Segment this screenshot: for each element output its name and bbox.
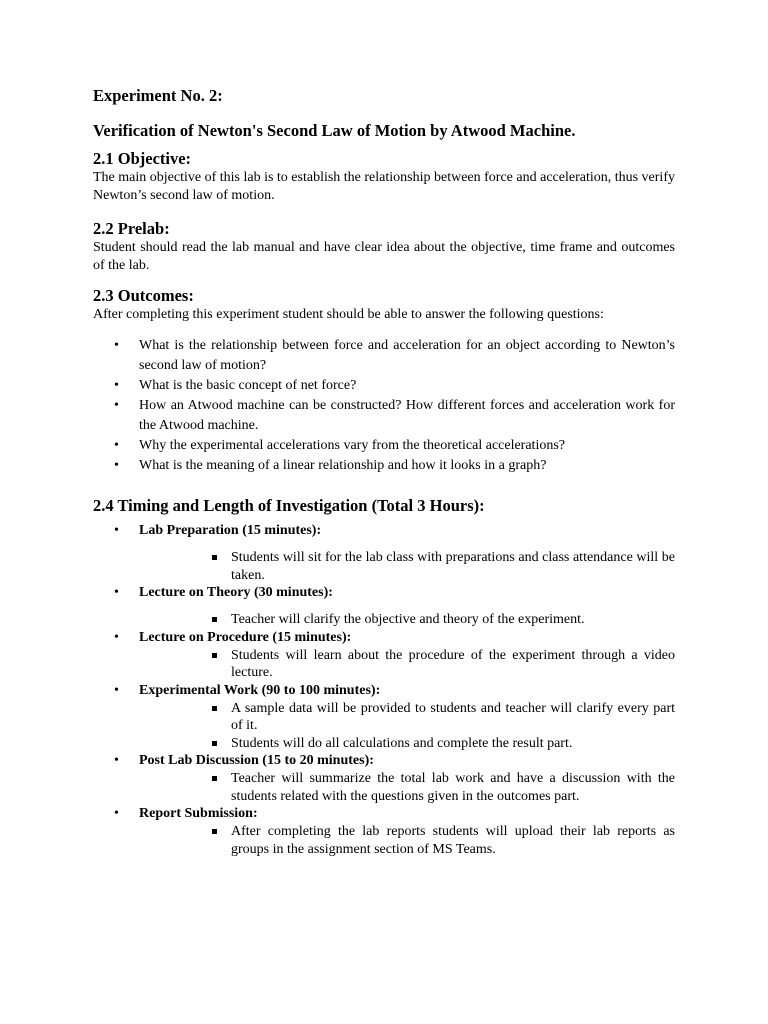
list-item: Teacher will clarify the objective and theory of the experiment. bbox=[139, 611, 675, 629]
document-body bbox=[93, 86, 675, 858]
timing-item-experimental-work bbox=[93, 682, 675, 753]
list-item: Teacher will summarize the total lab work and have a discussion with the students related with the questions given in the outcomes part. bbox=[139, 770, 675, 805]
bullet-icon: • bbox=[114, 682, 119, 698]
list-item: A sample data will be provided to students and teacher will clarify every part of it. bbox=[139, 700, 675, 735]
timing-item-label: Report Submission: bbox=[139, 806, 258, 821]
timing-item-label: Experimental Work (90 to 100 minutes): bbox=[139, 682, 381, 698]
timing-item-report-submission bbox=[93, 805, 675, 858]
timing-item-lab-preparation bbox=[93, 522, 675, 584]
prelab-text: Student should read the lab manual and have clear idea about the objective, time frame and outcomes of the lab. bbox=[93, 240, 675, 273]
list-item: Students will do all calculations and complete the result part. bbox=[139, 735, 675, 753]
list-item: • What is the basic concept of net force? bbox=[93, 376, 675, 396]
list-item: Students will sit for the lab class with preparations and class attendance will be taken. bbox=[139, 549, 675, 584]
square-bullet-icon bbox=[212, 741, 217, 746]
timing-item-lecture-procedure bbox=[93, 629, 675, 682]
timing-item-label: Lecture on Theory (30 minutes): bbox=[139, 585, 333, 600]
bullet-icon: • bbox=[114, 398, 119, 413]
timing-item-label: Post Lab Discussion (15 to 20 minutes): bbox=[139, 753, 374, 768]
timing-item-label: Lab Preparation (15 minutes): bbox=[139, 523, 322, 538]
square-bullet-icon bbox=[212, 829, 217, 834]
bullet-icon: • bbox=[114, 523, 119, 538]
square-bullet-icon bbox=[212, 617, 217, 622]
square-bullet-icon bbox=[212, 653, 217, 658]
bullet-icon: • bbox=[114, 458, 119, 473]
timing-item-lecture-theory bbox=[93, 584, 675, 629]
experiment-title: Verification of Newton's Second Law of Motion by Atwood Machine. bbox=[93, 121, 576, 140]
bullet-icon: • bbox=[114, 806, 119, 821]
bullet-icon: • bbox=[114, 438, 119, 453]
list-item: • What is the meaning of a linear relationship and how it looks in a graph? bbox=[93, 456, 675, 476]
timing-item-label: Lecture on Procedure (15 minutes): bbox=[139, 629, 352, 645]
objective-text: The main objective of this lab is to establish the relationship between force and acceleration, thus verify Newton’s second law of motion. bbox=[93, 170, 675, 203]
list-item: Students will learn about the procedure of the experiment through a video lecture. bbox=[139, 647, 675, 682]
prelab-heading: 2.2 Prelab: bbox=[93, 219, 170, 238]
square-bullet-icon bbox=[212, 776, 217, 781]
outcomes-intro: After completing this experiment student should be able to answer the following questions: bbox=[93, 307, 604, 322]
experiment-number: Experiment No. 2: bbox=[93, 86, 223, 105]
outcomes-heading: 2.3 Outcomes: bbox=[93, 286, 194, 305]
list-item: • Why the experimental accelerations vary from the theoretical accelerations? bbox=[93, 436, 675, 456]
outcomes-list bbox=[93, 336, 675, 476]
list-item: • How an Atwood machine can be constructed? How different forces and acceleration work for the Atwood machine. bbox=[114, 398, 675, 433]
bullet-icon: • bbox=[114, 585, 119, 600]
timing-heading: 2.4 Timing and Length of Investigation (Total 3 Hours): bbox=[93, 496, 485, 515]
objective-heading: 2.1 Objective: bbox=[93, 149, 192, 168]
bullet-icon: • bbox=[114, 629, 119, 645]
timing-item-post-lab bbox=[93, 752, 675, 805]
square-bullet-icon bbox=[212, 555, 217, 560]
timing-list bbox=[93, 522, 675, 858]
bullet-icon: • bbox=[114, 753, 119, 768]
list-item: • What is the relationship between force and acceleration for an object according to Newton’s second law of motion? bbox=[114, 338, 675, 373]
list-item: After completing the lab reports students will upload their lab reports as groups in the assignment section of MS Teams. bbox=[139, 823, 675, 858]
bullet-icon: • bbox=[114, 338, 119, 353]
bullet-icon: • bbox=[114, 378, 119, 393]
square-bullet-icon bbox=[212, 706, 217, 711]
